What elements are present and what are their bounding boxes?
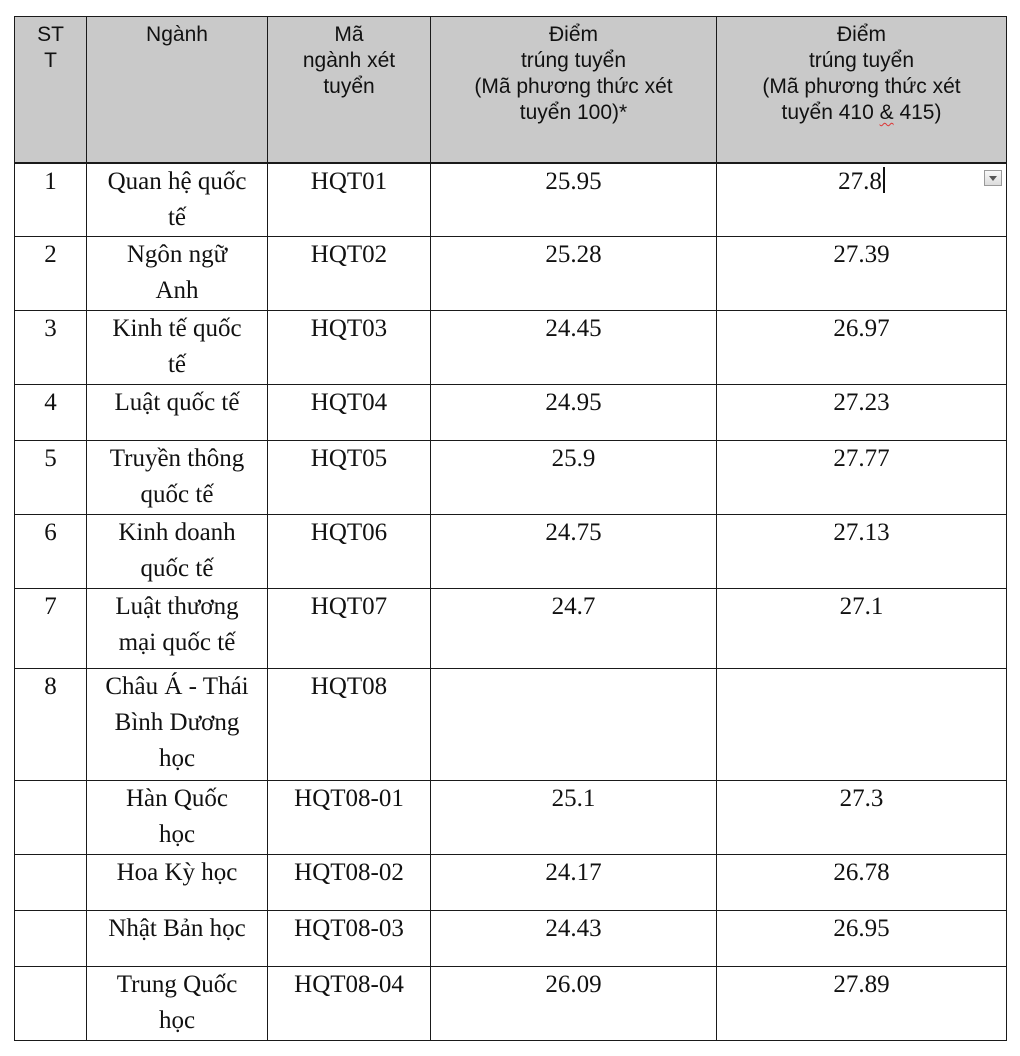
cell-score-100: 24.43 <box>431 911 717 967</box>
cell-stt <box>15 781 87 855</box>
cell-score-410 <box>717 669 1007 781</box>
cell-major: Kinh doanh quốc tế <box>87 515 268 589</box>
table-row <box>15 911 1007 967</box>
cell-major: Kinh tế quốc tế <box>87 311 268 385</box>
text-cursor <box>883 167 885 193</box>
cell-score-410: 26.95 <box>717 911 1007 967</box>
table-row <box>15 967 1007 1041</box>
cell-major: Luật quốc tế <box>87 385 268 441</box>
table-row <box>15 589 1007 669</box>
cell-code: HQT08-03 <box>268 911 431 967</box>
cell-stt <box>15 855 87 911</box>
table-row <box>15 385 1007 441</box>
cell-code: HQT06 <box>268 515 431 589</box>
table-row <box>15 669 1007 781</box>
cell-score-100: 26.09 <box>431 967 717 1041</box>
cell-score-100 <box>431 669 717 781</box>
cell-score-410: 27.77 <box>717 441 1007 515</box>
cell-score-410[interactable] <box>717 163 1007 237</box>
cell-code: HQT05 <box>268 441 431 515</box>
cell-code: HQT03 <box>268 311 431 385</box>
cell-score-100: 24.17 <box>431 855 717 911</box>
header-row <box>15 17 1007 163</box>
cell-score-410: 27.23 <box>717 385 1007 441</box>
table-row <box>15 781 1007 855</box>
cell-stt: 5 <box>15 441 87 515</box>
table-row <box>15 311 1007 385</box>
cell-stt <box>15 911 87 967</box>
cell-code: HQT08-04 <box>268 967 431 1041</box>
cell-code: HQT02 <box>268 237 431 311</box>
cell-stt: 3 <box>15 311 87 385</box>
admission-scores-table <box>14 16 1007 1041</box>
cell-score-100: 24.7 <box>431 589 717 669</box>
cell-major: Hàn Quốc học <box>87 781 268 855</box>
cell-stt: 1 <box>15 163 87 237</box>
table-row <box>15 515 1007 589</box>
cell-code: HQT08-02 <box>268 855 431 911</box>
header-score-410-415: Điểm trúng tuyển (Mã phương thức xét tuyển 410 & 415) <box>717 17 1007 163</box>
cell-score-100: 25.28 <box>431 237 717 311</box>
dropdown-arrow-icon[interactable] <box>984 170 1002 186</box>
cell-score-100: 24.45 <box>431 311 717 385</box>
cell-major: Nhật Bản học <box>87 911 268 967</box>
cell-score-410: 27.1 <box>717 589 1007 669</box>
cell-major: Quan hệ quốc tế <box>87 163 268 237</box>
table-row <box>15 441 1007 515</box>
cell-score-410: 27.13 <box>717 515 1007 589</box>
cell-stt: 2 <box>15 237 87 311</box>
spellcheck-squiggle: & <box>879 101 894 124</box>
cell-stt: 6 <box>15 515 87 589</box>
cell-code: HQT08 <box>268 669 431 781</box>
cell-code: HQT01 <box>268 163 431 237</box>
cell-code: HQT07 <box>268 589 431 669</box>
header-code: Mã ngành xét tuyển <box>268 17 431 163</box>
cell-score-410: 27.39 <box>717 237 1007 311</box>
cell-score-410: 27.3 <box>717 781 1007 855</box>
cell-stt: 7 <box>15 589 87 669</box>
cell-score-100: 25.95 <box>431 163 717 237</box>
cell-score-100: 25.1 <box>431 781 717 855</box>
cell-stt <box>15 967 87 1041</box>
cell-major: Hoa Kỳ học <box>87 855 268 911</box>
cell-score-410-text: 27.8 <box>838 167 882 195</box>
cell-code: HQT08-01 <box>268 781 431 855</box>
cell-score-100: 24.75 <box>431 515 717 589</box>
cell-code: HQT04 <box>268 385 431 441</box>
header-major: Ngành <box>87 17 268 163</box>
table-row <box>15 237 1007 311</box>
table-row <box>15 855 1007 911</box>
cell-score-410: 27.89 <box>717 967 1007 1041</box>
cell-major: Ngôn ngữ Anh <box>87 237 268 311</box>
cell-stt: 8 <box>15 669 87 781</box>
cell-score-100: 25.9 <box>431 441 717 515</box>
cell-major: Truyền thông quốc tế <box>87 441 268 515</box>
cell-stt: 4 <box>15 385 87 441</box>
cell-major: Châu Á - Thái Bình Dương học <box>87 669 268 781</box>
table-row <box>15 163 1007 237</box>
cell-major: Luật thương mại quốc tế <box>87 589 268 669</box>
cell-score-410: 26.97 <box>717 311 1007 385</box>
header-score-100: Điểm trúng tuyển (Mã phương thức xét tuyển 100)* <box>431 17 717 163</box>
cell-major: Trung Quốc học <box>87 967 268 1041</box>
cell-score-410: 26.78 <box>717 855 1007 911</box>
header-stt: ST T <box>15 17 87 163</box>
cell-score-100: 24.95 <box>431 385 717 441</box>
